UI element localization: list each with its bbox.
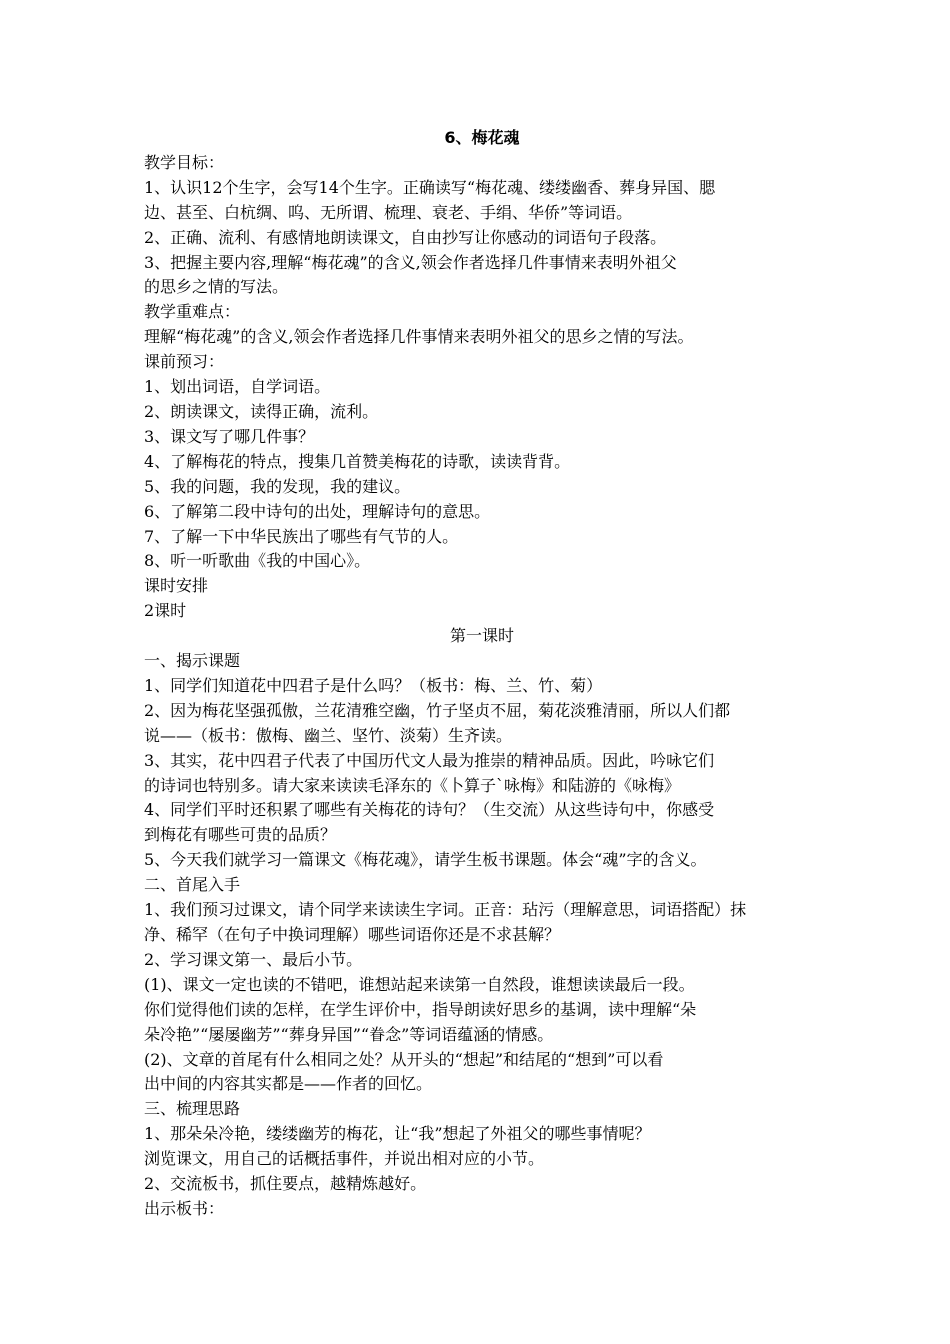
text-line: 的诗词也特别多。请大家来读读毛泽东的《卜算子`咏梅》和陆游的《咏梅》 [144, 775, 681, 795]
text-line: 1、划出词语，自学词语。 [144, 377, 331, 397]
text-line: 7、了解一下中华民族出了哪些有气节的人。 [144, 526, 459, 546]
text-line: 5、我的问题，我的发现，我的建议。 [144, 476, 411, 496]
text-line: 你们觉得他们读的怎样，在学生评价中，指导朗读好思乡的基调，读中理解“朵 [144, 999, 697, 1019]
text-line: 净、稀罕（在句子中换词理解）哪些词语你还是不求甚解？ [144, 925, 561, 944]
text-line: (2)、文章的首尾有什么相同之处？从开头的“想起”和结尾的“想到”可以看 [144, 1049, 664, 1069]
text-line: 1、我们预习过课文，请个同学来读读生字词。正音：玷污（理解意思，词语搭配）抹 [144, 900, 747, 920]
text-line: 课时安排 [144, 576, 209, 596]
text-line: 一、揭示课题 [144, 651, 241, 671]
text-line: 出中间的内容其实都是——作者的回忆。 [144, 1074, 433, 1094]
text-line: 4、同学们平时还积累了哪些有关梅花的诗句？（生交流）从这些诗句中，你感受 [144, 800, 715, 820]
text-line: 1、同学们知道花中四君子是什么吗？（板书：梅、兰、竹、菊） [144, 675, 603, 695]
text-line: 3、把握主要内容,理解“梅花魂”的含义,领会作者选择几件事情来表明外祖父 [144, 252, 677, 272]
text-line: 二、首尾入手 [144, 875, 241, 895]
text-line: 出示板书： [144, 1198, 225, 1218]
text-line: 2、因为梅花坚强孤傲，兰花清雅空幽，竹子坚贞不屈，菊花淡雅清丽，所以人们都 [144, 700, 731, 720]
text-line: 边、甚至、白杭绸、呜、无所谓、梳理、衰老、手绢、华侨”等词语。 [144, 202, 633, 222]
text-line: 2、朗读课文，读得正确，流利。 [144, 401, 379, 421]
text-line: 1、认识12个生字，会写14个生字。正确读写“梅花魂、缕缕幽香、葬身异国、腮 [144, 177, 716, 197]
text-line: 浏览课文，用自己的话概括事件，并说出相对应的小节。 [144, 1149, 545, 1169]
section-heading: 第一课时 [449, 626, 514, 646]
text-line: 3、课文写了哪几件事？ [144, 426, 315, 446]
text-line: 8、听一听歌曲《我的中国心》。 [144, 551, 371, 571]
text-line: 教学目标： [144, 152, 225, 172]
text-line: 3、其实，花中四君子代表了中国历代文人最为推崇的精神品质。因此，吟咏它们 [144, 750, 715, 770]
text-line: 6、了解第二段中诗句的出处，理解诗句的意思。 [144, 501, 491, 521]
document-page [144, 122, 820, 1222]
text-line: 理解“梅花魂”的含义,领会作者选择几件事情来表明外祖父的思乡之情的写法。 [144, 327, 694, 347]
text-line: 2课时 [144, 601, 187, 621]
text-line: 2、正确、流利、有感情地朗读课文，自由抄写让你感动的词语句子段落。 [144, 227, 667, 247]
document-body [144, 151, 820, 1222]
text-line: 的思乡之情的写法。 [144, 277, 289, 297]
text-line: 到梅花有哪些可贵的品质？ [144, 825, 337, 845]
text-line: 朵冷艳”“屡屡幽芳”“葬身异国”“眷念”等词语蕴涵的情感。 [144, 1024, 554, 1044]
text-line: 教学重难点： [144, 302, 241, 322]
text-line: 2、交流板书，抓住要点，越精炼越好。 [144, 1174, 427, 1194]
text-line: 1、那朵朵冷艳，缕缕幽芳的梅花，让“我”想起了外祖父的哪些事情呢？ [144, 1124, 651, 1144]
text-line: 4、了解梅花的特点，搜集几首赞美梅花的诗歌，读读背背。 [144, 451, 571, 471]
text-line: 三、梳理思路 [144, 1099, 241, 1119]
text-line: 说——（板书：傲梅、幽兰、坚竹、淡菊）生齐读。 [144, 725, 513, 745]
document-title: 6、梅花魂 [444, 128, 520, 147]
text-line: 5、今天我们就学习一篇课文《梅花魂》，请学生板书课题。体会“魂”字的含义。 [144, 850, 707, 870]
text-line: 课前预习： [144, 352, 225, 372]
text-line: 2、学习课文第一、最后小节。 [144, 949, 363, 969]
text-line: (1)、课文一定也读的不错吧，谁想站起来读第一自然段，谁想读读最后一段。 [144, 974, 695, 994]
